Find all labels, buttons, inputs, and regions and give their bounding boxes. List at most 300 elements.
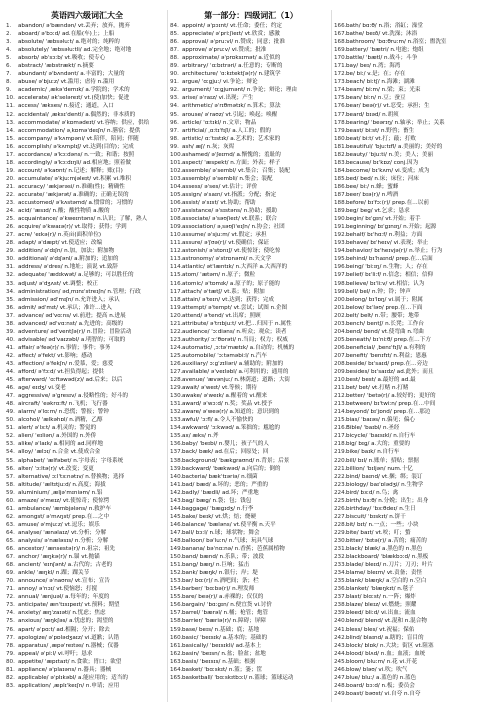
entry-text: accelerate/ əkˈseləreɪt/ vt.(使)加快；促进 [18, 95, 130, 102]
entry-text: blue/ bluː/ a.蓝色的 n.蓝色 [346, 674, 417, 681]
vocab-entry [170, 119, 332, 127]
entry-number: 208. [334, 360, 347, 367]
entry-text: admission/ ədˈmɪʃn/ n.允许进入；承认 [18, 296, 120, 303]
vocab-entry [6, 239, 168, 247]
entry-number: 217. [334, 433, 347, 440]
entry-text: battle/ ˈbætl/ n.战斗；斗争 [346, 55, 418, 62]
vocab-entry [170, 62, 332, 70]
vocab-entry [334, 609, 496, 617]
entry-text: blanket/ ˈblæŋkɪt/ n.毯子 [346, 586, 414, 593]
vocab-entry [334, 408, 496, 416]
vocab-entry [334, 78, 496, 86]
entry-number: 206. [334, 344, 347, 351]
entry-text: arithmetic/ əˈrɪθmətɪk/ n.算术；算法 [182, 103, 281, 110]
vocab-entry [6, 62, 168, 70]
entry-text: biscuit/ ˈbɪskɪt/ n.饼干 [346, 513, 406, 520]
entry-text: biology/ baɪˈɒlədʒi/ n.生物学 [346, 481, 424, 488]
vocab-entry [334, 231, 496, 239]
entry-text: back/ bæk/ ad.在后；回原处；回 [182, 449, 269, 456]
entry-number: 100. [170, 151, 183, 158]
column-3-title [334, 10, 496, 21]
vocab-entry [6, 376, 168, 384]
vocab-entry [334, 553, 496, 561]
entry-text: best/ best/ a.最好的 ad.最 [346, 377, 416, 384]
entry-number: 114. [170, 264, 183, 271]
entry-number: 120. [170, 312, 183, 319]
vocab-entry [6, 465, 168, 473]
vocab-entry [170, 593, 332, 601]
entry-number: 99. [170, 143, 179, 150]
entry-number: 148. [170, 538, 183, 544]
entry-number: 82. [6, 674, 15, 681]
entry-number: 104. [170, 183, 183, 190]
entry-number: 24. [6, 208, 15, 215]
entry-number: 6. [6, 63, 12, 70]
entry-text: bay/ beɪ/ n.湾；海湾 [346, 63, 401, 70]
entry-text: benefit/ ˈbenɪfɪt/ n.利益；恩惠 [346, 352, 427, 359]
vocab-entry [6, 183, 168, 191]
entry-text: beer/ bɪə(r)/ n.啤酒 [346, 191, 399, 198]
entry-text: bloom/ bluːm/ n.花 vi.开花 [346, 658, 418, 665]
entry-text: assistance/ əˈsɪstəns/ n.协助；援助 [182, 208, 278, 215]
entry-text: abstract/ ˈæbstrækt/ n.摘要 [18, 63, 94, 70]
entry-text: apparatus/ ˌæpəˈreɪtəs/ n.器械；仪器 [18, 642, 119, 649]
entry-number: 242. [334, 634, 347, 641]
entry-text: accustomed/ əˈkʌstəmd/ a.惯常的；习惯的 [18, 200, 133, 207]
entry-number: 135. [170, 433, 183, 440]
entry-number: 70. [6, 578, 15, 585]
entry-number: 143. [170, 497, 183, 504]
entry-text: beneath/ bɪˈniːθ/ prep.在…下方 [346, 336, 431, 343]
entry-text: aboard/ əˈbɔːd/ ad.在船(车)上；上船 [18, 31, 115, 38]
entry-text: barrier/ ˈbæriə(r)/ n.障碍；屏障 [182, 618, 266, 625]
entry-number: 158. [170, 618, 183, 625]
vocab-entry [170, 569, 332, 577]
entry-text: admit/ ədˈmɪt/ vt.承认；准许…进入 [18, 304, 112, 311]
entry-text: access/ ˈækses/ n.接近；通道，入口 [18, 103, 114, 110]
entry-number: 92. [170, 87, 179, 94]
entry-text: bitter/ ˈbɪtə(r)/ a.苦的；痛苦的 [346, 538, 427, 544]
entry-number: 232. [334, 554, 347, 561]
vocab-entry [170, 465, 332, 473]
vocab-entry [170, 658, 332, 666]
entry-text: attend/ əˈtend/ vt.出席；照顾 [182, 312, 261, 319]
entry-text: ash/ æʃ/ n.灰；灰烬 [182, 143, 235, 150]
vocab-entry [170, 416, 332, 424]
entry-number: 102. [170, 167, 183, 174]
entry-text: barrel/ ˈbærəl/ n.桶；枪管；炮管 [182, 610, 269, 617]
entry-text: bias/ ˈbaɪəs/ n.偏见；偏心 [346, 417, 416, 424]
entry-text: argue/ ˈɑːɡjuː/ vi.争论；辩论 [182, 79, 258, 86]
document-title: 英语四六级词汇大全 [51, 11, 123, 20]
entry-text: because/ bɪˈkɒz/ conj.因为 [346, 159, 419, 166]
entry-text: black/ blæk/ a.黑色的 n.黑色 [346, 546, 423, 553]
entry-number: 164. [170, 666, 183, 673]
entry-number: 8. [6, 79, 12, 86]
entry-number: 172. [334, 71, 347, 78]
entry-number: 137. [170, 449, 183, 456]
entry-text: beyond/ bɪˈjɒnd/ prep.在…那边 [346, 409, 431, 416]
entry-number: 34. [6, 288, 15, 295]
entry-number: 27. [6, 232, 15, 239]
entry-text: bit/ bɪt/ n.一点；一些；小块 [346, 521, 419, 528]
vocab-entry [334, 263, 496, 271]
entry-number: 43. [6, 360, 15, 367]
entry-number: 117. [170, 288, 183, 295]
entry-number: 84. [170, 23, 179, 29]
entry-number: 224. [334, 489, 347, 496]
vocab-entry [6, 312, 168, 320]
entry-number: 225. [334, 497, 347, 504]
vocab-entry [170, 215, 332, 223]
vocab-entry [170, 38, 332, 46]
entry-text: appeal/ əˈpiːl/ vi.呼吁；恳求 [18, 650, 93, 657]
entry-text: alike/ əˈlaɪk/ a.相同的 ad.同样地 [18, 441, 103, 448]
entry-text: affection/ əˈfekʃn/ n.爱慕，爱；慈爱 [18, 360, 114, 367]
vocab-entry [334, 167, 496, 175]
entry-number: 30. [6, 256, 15, 263]
entry-text: atom/ ˈætəm/ n.原子；微粒 [182, 272, 256, 279]
entry-text: bacteria/ bækˈtɪəriə/ n.细菌 [182, 473, 258, 480]
entry-text: aircraft/ ˈeəkrɑːft/ n.飞机；飞行器 [18, 401, 108, 408]
entry-text: bet/ bet/ vt.打赌 n.打赌 [346, 385, 409, 392]
entry-number: 31. [6, 264, 15, 271]
entry-number: 66. [6, 546, 15, 553]
entry-text: baggage/ ˈbæɡɪdʒ/ n.行李 [182, 505, 254, 512]
entry-text: block/ blɒk/ n.大块；街区 vt.阻塞 [346, 642, 434, 649]
vocab-entry [6, 473, 168, 481]
entry-text: accurate/ ˈækjərət/ a.准确的；正确无误的 [18, 191, 129, 198]
entry-number: 144. [170, 505, 183, 512]
entry-number: 107. [170, 208, 183, 215]
entry-number: 123. [170, 336, 183, 343]
entry-text: beast/ biːst/ n.野兽；畜生 [346, 127, 415, 134]
entry-number: 149. [170, 546, 183, 553]
entry-number: 40. [6, 336, 15, 343]
entry-text: bargain/ ˈbɑːɡɪn/ n.便宜货 vi.讨价 [182, 602, 272, 609]
entry-number: 184. [334, 167, 347, 174]
entry-text: amongst/ əˈmʌŋst/ prep.在…之中 [18, 513, 110, 520]
vocab-entry [334, 424, 496, 432]
entry-text: accordance/ əˈkɔːdəns/ n.一致；和谐；按照 [18, 151, 135, 158]
vocab-entry [170, 634, 332, 642]
vocab-entry [334, 529, 496, 537]
entry-text: blank/ blæŋk/ a.空白的 n.空白 [346, 578, 427, 585]
vocab-entry [170, 529, 332, 537]
vocab-entry [170, 626, 332, 634]
column-3 [334, 10, 496, 698]
entry-number: 220. [334, 457, 347, 464]
entry-number: 219. [334, 449, 347, 456]
entry-text: beam/ biːm/ n.梁；束；光束 [346, 87, 421, 94]
entry-number: 154. [170, 586, 183, 593]
vocab-entry [170, 320, 332, 328]
entry-text: Bible/ ˈbaɪbl/ n.圣经 [346, 425, 400, 432]
entry-number: 88. [170, 55, 179, 62]
entry-number: 9. [6, 87, 12, 94]
entry-text: altitude/ ˈæltɪtjuːd/ n.高度；海拔 [18, 481, 106, 488]
vocab-entry [6, 505, 168, 513]
entry-text: analyse/ ˈænəlaɪz/ vt.分析；分解 [18, 529, 107, 536]
entry-number: 174. [334, 87, 347, 94]
entry-number: 171. [334, 63, 347, 70]
entry-text: age/ eɪdʒ/ vi.变老 [18, 385, 66, 392]
entry-text: acre/ ˈeɪkə(r)/ n.英亩(面积单位) [18, 232, 102, 239]
entry-number: 201. [334, 304, 347, 311]
vocab-entry [6, 650, 168, 658]
entry-text: big/ bɪɡ/ a.大的；重要的 [346, 441, 410, 448]
entry-text: announce/ əˈnaʊns/ vt.宣布；宣告 [18, 578, 110, 585]
vocab-entry [170, 143, 332, 151]
entry-text: account/ əˈkaʊnt/ n.记述；解释；账(目) [18, 167, 123, 174]
vocab-entry [334, 86, 496, 94]
vocab-entry [6, 561, 168, 569]
vocab-entry [6, 199, 168, 207]
entry-number: 163. [170, 658, 183, 665]
vocab-entry [334, 22, 496, 30]
entry-text: anxiety/ æŋˈzaɪəti/ n.忧虑；焦虑 [18, 610, 106, 617]
entry-number: 187. [334, 191, 347, 198]
section-title: 第一部分：四级词汇（1） [204, 11, 298, 20]
entry-text: approval/ əˈpruːvl/ n.赞成；同意；批准 [182, 39, 285, 46]
entry-text: appreciate/ əˈpriːʃieɪt/ vt.欣赏；感激 [182, 31, 280, 38]
vocab-entry [170, 127, 332, 135]
vocab-entry [334, 545, 496, 553]
entry-number: 26. [6, 224, 15, 231]
entry-number: 209. [334, 369, 347, 376]
entry-number: 81. [6, 666, 15, 673]
vocab-entry [334, 376, 496, 384]
vocab-entry [170, 561, 332, 569]
entry-number: 160. [170, 634, 183, 641]
vocab-entry [170, 601, 332, 609]
vocab-entry [6, 457, 168, 465]
vocab-entry [334, 457, 496, 465]
vocab-entry [334, 119, 496, 127]
entry-number: 111. [170, 240, 183, 247]
entry-text: behalf/ bɪˈhɑːf/ n.利益；方面 [346, 232, 423, 239]
entry-text: boast/ bəʊst/ vi.自夸 n.自夸 [346, 690, 421, 697]
entry-number: 146. [170, 521, 183, 528]
entry-number: 78. [6, 642, 15, 649]
entry-text: bad/ bæd/ a.坏的；恶的；严重的 [182, 481, 268, 488]
vocab-entry [6, 30, 168, 38]
entry-number: 12. [6, 111, 15, 118]
entry-text: article/ ˈɑːtɪkl/ n.文章；物品 [182, 119, 257, 126]
entry-number: 239. [334, 610, 347, 617]
entry-text: bean/ biːn/ n.豆；蚕豆 [346, 95, 406, 102]
vocab-entry [334, 473, 496, 481]
vocab-entry [334, 46, 496, 54]
vocab-entry [170, 617, 332, 625]
vocab-entry [170, 376, 332, 384]
vocab-entry [6, 666, 168, 674]
vocab-entry [334, 207, 496, 215]
vocab-entry [170, 304, 332, 312]
entry-number: 210. [334, 377, 347, 384]
entry-text: advance/ ədˈvɑːns/ vi.前进；提高 n.进展 [18, 312, 126, 319]
vocab-entry [6, 392, 168, 400]
entry-text: accommodation/ əˌkɒməˈdeɪʃn/ n.膳宿；提供 [18, 127, 141, 134]
vocab-entry [170, 191, 332, 199]
entry-text: baby/ ˈbeɪbi/ n.婴儿；孩子气的人 [182, 441, 269, 448]
entry-number: 147. [170, 529, 183, 536]
vocab-entry [170, 505, 332, 513]
entry-text: belt/ belt/ n.带；腰带；地带 [346, 312, 420, 319]
entry-text: battery/ ˈbætri/ n.电池；炮组 [346, 47, 424, 54]
vocab-entry [6, 215, 168, 223]
entry-text: blade/ bleɪd/ n.刀片；刀刃；叶片 [346, 562, 434, 569]
entry-number: 152. [170, 570, 183, 577]
entry-text: audience/ ˈɔːdiəns/ n.听众；观众；读者 [182, 328, 287, 335]
entry-number: 128. [170, 377, 183, 384]
vocab-entry [170, 280, 332, 288]
entry-text: alter/ ˈɔːltə(r)/ vt.改变；变更 [18, 465, 94, 472]
entry-number: 246. [334, 666, 347, 673]
entry-number: 169. [334, 47, 347, 54]
entry-text: band/ bænd/ n.乐队；带；波段 [182, 554, 265, 561]
entry-number: 141. [170, 481, 183, 488]
vocab-entry [6, 175, 168, 183]
entry-number: 236. [334, 586, 347, 593]
entry-number: 89. [170, 63, 179, 70]
entry-number: 10. [6, 95, 15, 102]
vocab-entry [334, 481, 496, 489]
vocab-entry [6, 328, 168, 336]
entry-number: 177. [334, 111, 347, 118]
entry-text: bless/ bles/ vt.祝福；保佑 [346, 626, 415, 633]
entry-text: afterward/ ˈɑːftəwəd(z)/ ad.后来；以后 [18, 377, 123, 384]
entry-number: 60. [6, 497, 15, 504]
entry-text: anticipate/ ænˈtɪsɪpeɪt/ vt.预料；期望 [18, 602, 120, 609]
entry-number: 182. [334, 151, 347, 158]
vocab-entry [170, 239, 332, 247]
entry-text: abundant/ əˈbʌndənt/ a.丰富的；大量的 [18, 71, 125, 78]
entry-number: 203. [334, 320, 347, 327]
entry-text: aware/ əˈweə(r)/ a.知道的；意识到的 [182, 409, 280, 416]
entry-number: 79. [6, 650, 15, 657]
entry-number: 21. [6, 183, 15, 190]
vocab-entry [334, 296, 496, 304]
entry-number: 214. [334, 409, 347, 416]
entry-number: 223. [334, 481, 347, 488]
vocab-entry [334, 489, 496, 497]
entry-number: 50. [6, 417, 15, 424]
entry-text: abuse/ əˈbjuːz/ vt.滥用；虐待 n.滥用 [18, 79, 115, 86]
entry-text: believe/ bɪˈliːv/ vt.相信；认为 [346, 280, 425, 287]
vocab-entry [334, 288, 496, 296]
vocab-entry [170, 352, 332, 360]
entry-number: 39. [6, 328, 15, 335]
entry-number: 51. [6, 425, 15, 432]
entry-number: 19. [6, 167, 15, 174]
entry-text: alarm/ əˈlɑːm/ n.恐慌；警报；警钟 [18, 409, 109, 416]
entry-number: 168. [334, 39, 347, 46]
entry-number: 248. [334, 682, 347, 689]
entry-text: balance/ ˈbæləns/ vt.使平衡 n.天平 [182, 521, 276, 528]
entry-text: affair/ əˈfeə(r)/ n.事情；事件；事务 [18, 344, 111, 351]
vocab-entry [334, 320, 496, 328]
vocab-entry [170, 183, 332, 191]
entry-text: ankle/ ˈæŋkl/ n.踝；踝关节 [18, 570, 90, 577]
vocab-entry [334, 601, 496, 609]
entry-number: 136. [170, 441, 183, 448]
entry-text: barber/ ˈbɑːbə(r)/ n.理发师 [182, 586, 255, 593]
entry-number: 14. [6, 127, 15, 134]
entry-text: blood/ blʌd/ n.血；血液；血统 [346, 650, 426, 657]
entry-number: 156. [170, 602, 183, 609]
entry-text: ancestor/ ˈænsestə(r)/ n.祖宗；祖先 [18, 546, 116, 553]
vocab-entry [170, 54, 332, 62]
vocab-entry [170, 271, 332, 279]
entry-text: atomic/ əˈtɒmɪk/ a.原子的；原子能的 [182, 280, 280, 287]
entry-text: amaze/ əˈmeɪz/ vt.使惊奇；使惊愕 [18, 497, 110, 504]
vocab-entry [6, 360, 168, 368]
entry-number: 133. [170, 417, 183, 424]
entry-text: apologize/ əˈpɒlədʒaɪz/ vi.道歉；认错 [18, 634, 120, 641]
vocab-entry [334, 585, 496, 593]
entry-number: 198. [334, 280, 347, 287]
entry-number: 125. [170, 352, 183, 359]
entry-number: 129. [170, 385, 183, 392]
entry-number: 74. [6, 610, 15, 617]
vocab-entry [6, 54, 168, 62]
vocab-entry [6, 296, 168, 304]
vocab-entry [170, 223, 332, 231]
entry-number: 93. [170, 95, 179, 102]
entry-number: 124. [170, 344, 183, 351]
entry-text: bank/ bæŋk/ n.银行；岸；堤 [182, 570, 258, 577]
vocab-entry [6, 231, 168, 239]
vocab-entry [334, 617, 496, 625]
entry-text: alcohol/ ˈælkəhɒl/ n.酒精，乙醇 [18, 417, 103, 424]
entry-text: applicable/ əˈplɪkəbl/ a.能应用的；适当的 [18, 674, 128, 681]
entry-list [6, 22, 168, 690]
entry-number: 37. [6, 312, 15, 319]
entry-number: 4. [6, 47, 12, 54]
entry-number: 86. [170, 39, 179, 46]
entry-text: appoint/ əˈpɔɪnt/ vt.任命；委任；约定 [182, 23, 283, 29]
entry-number: 212. [334, 393, 347, 400]
entry-number: 53. [6, 441, 15, 448]
vocab-entry [170, 102, 332, 110]
entry-number: 63. [6, 521, 15, 528]
entry-number: 178. [334, 119, 347, 126]
entry-number: 161. [170, 642, 183, 649]
vocab-entry [6, 601, 168, 609]
entry-text: acquire/ əˈkwaɪə(r)/ vt.取得；获得；学到 [18, 224, 127, 231]
entry-number: 192. [334, 232, 347, 239]
vocab-entry [334, 440, 496, 448]
vocab-entry [170, 135, 332, 143]
entry-text: blame/ bleɪm/ vt.责备；责怪 [346, 570, 423, 577]
vocab-entry [170, 111, 332, 119]
entry-text: bench/ bentʃ/ n.长凳；工作台 [346, 320, 424, 327]
vocab-entry [334, 135, 496, 143]
entry-number: 106. [170, 200, 183, 207]
vocab-entry [6, 481, 168, 489]
vocab-entry [6, 384, 168, 392]
entry-number: 85. [170, 31, 179, 38]
vocab-entry [334, 497, 496, 505]
entry-text: additional/ əˈdɪʃənl/ a.附加的；追加的 [18, 256, 119, 263]
entry-number: 35. [6, 296, 15, 303]
vocab-entry [170, 392, 332, 400]
vocab-entry [170, 650, 332, 658]
entry-number: 2. [6, 31, 12, 38]
entry-text: assemble/ əˈsembl/ vt.集合；召集；装配 [182, 167, 290, 174]
entry-number: 108. [170, 216, 183, 223]
